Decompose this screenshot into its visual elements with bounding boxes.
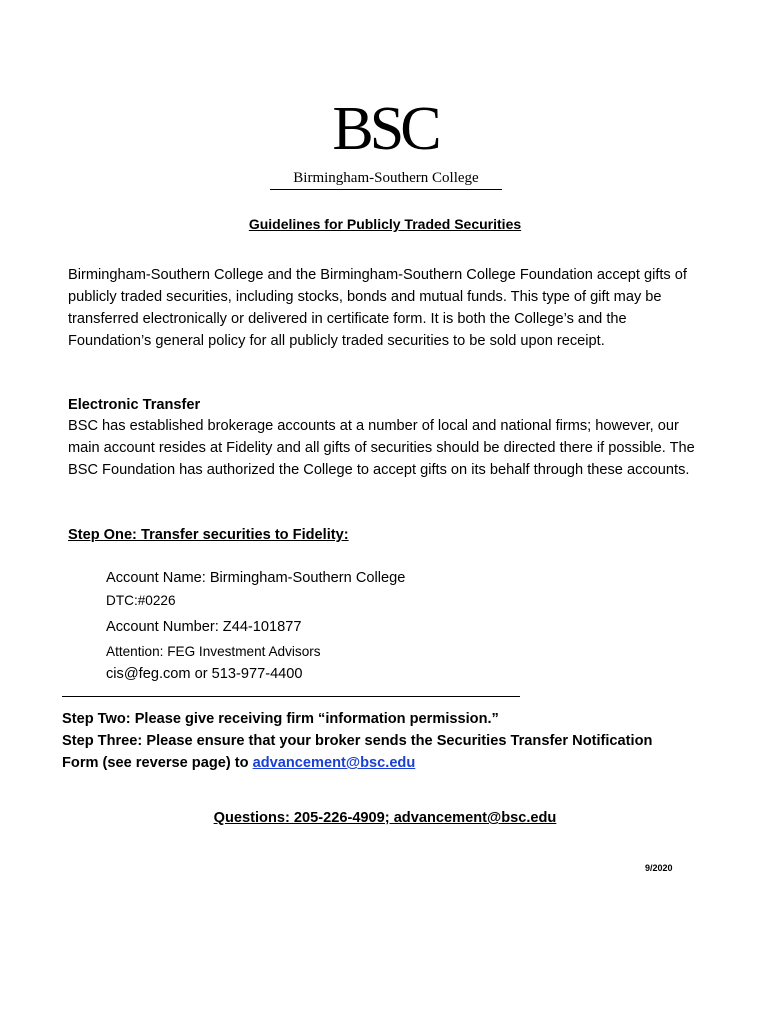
- attention-line: Attention: FEG Investment Advisors: [106, 644, 321, 659]
- step-one-heading: Step One: Transfer securities to Fidelity:: [68, 527, 349, 543]
- divider: [62, 696, 520, 697]
- step-three-line1: Step Three: Please ensure that your broker sends the Securities Transfer Notification: [62, 733, 653, 749]
- account-name: Account Name: Birmingham-Southern College: [106, 570, 406, 586]
- logo-mark: BSC: [332, 95, 438, 163]
- dtc-number: DTC:#0226: [106, 593, 176, 608]
- step-three-line2: Form (see reverse page) to: [62, 755, 253, 771]
- electronic-transfer-heading: Electronic Transfer: [68, 397, 201, 413]
- electronic-transfer-paragraph: BSC has established brokerage accounts at a number of local and national firms; however, our main account resides at Fidelity and all gifts of securities should be directed there if possible. The BSC Foundation has authorized the College to accept gifts on its behalf through these accounts.: [68, 418, 695, 478]
- revision-date: 9/2020: [645, 863, 673, 873]
- account-number: Account Number: Z44-101877: [106, 619, 302, 635]
- contact-line: cis@feg.com or 513-977-4400: [106, 666, 303, 682]
- page-title: Guidelines for Publicly Traded Securities: [248, 216, 522, 232]
- logo-college-name: Birmingham-Southern College: [270, 168, 502, 190]
- step-three-text: [62, 730, 722, 774]
- intro-paragraph: Birmingham-Southern College and the Birmingham-Southern College Foundation accept gifts of publicly traded securities, including stocks, bonds and mutual funds. This type of gift may be transferred electronically or delivered in certificate form. It is both the College’s and the Foundation’s general policy for all publicly traded securities to be sold upon receipt.: [68, 267, 687, 349]
- questions-line: Questions: 205-226-4909; advancement@bsc.edu: [213, 810, 557, 826]
- advancement-email-link[interactable]: advancement@bsc.edu: [252, 755, 416, 771]
- step-two-text: Step Two: Please give receiving firm “information permission.”: [62, 711, 499, 727]
